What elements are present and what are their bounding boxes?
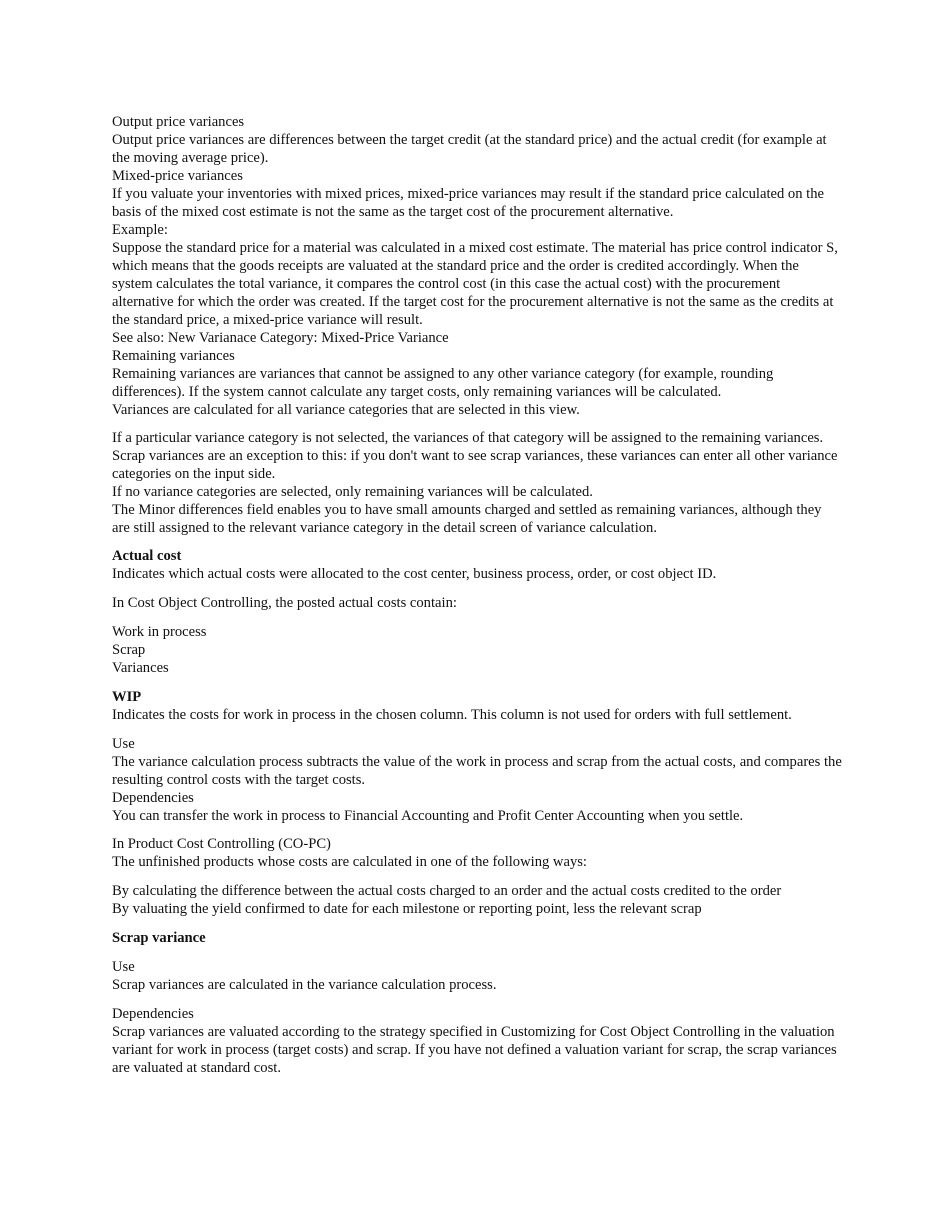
scrap-use-text: Scrap variances are calculated in the variance calculation process.: [112, 977, 497, 993]
list-item: By valuating the yield confirmed to date for each milestone or reporting point, less the relevant scrap: [112, 901, 702, 917]
scrap-dependencies-text: Scrap variances are valuated according to the strategy specified in Customizing for Cost Object Controlling in the valuation variant for work in process (target costs) and scrap. If you have not defined a valuation variant for scrap, the scrap variances are valuated at standard cost.: [112, 1024, 837, 1076]
example-text: Suppose the standard price for a material was calculated in a mixed cost estimate. The material has price control indicator S, which means that the goods receipts are valuated at the standard price and the order is credited accordingly. When the system calculates the total variance, it compares the control cost (in this case the actual cost) with the procurement alternative for which the order was created. If the target cost for the procurement alternative is not the same as the credits at the standard price, a mixed-price variance will result.: [112, 240, 838, 328]
list-item: Variances: [112, 660, 169, 676]
remaining-variances-text: Remaining variances are variances that cannot be assigned to any other variance category (for example, rounding differences). If the system cannot calculate any target costs, only remaining variances will be calculated.: [112, 366, 774, 400]
scrap-use-label: Use: [112, 959, 135, 975]
document-page: [112, 113, 842, 1077]
wip-dependencies-label: Dependencies: [112, 790, 194, 806]
output-price-heading: Output price variances: [112, 114, 245, 130]
scrap-variance-heading: Scrap variance: [112, 930, 206, 946]
variances-calculated-text: Variances are calculated for all variance categories that are selected in this view.: [112, 402, 580, 418]
list-item: Scrap: [112, 642, 146, 658]
wip-text: Indicates the costs for work in process in the chosen column. This column is not used for orders with full settlement.: [112, 707, 792, 723]
copc-text: The unfinished products whose costs are calculated in one of the following ways:: [112, 854, 587, 870]
wip-use-label: Use: [112, 736, 135, 752]
remaining-variances-heading: Remaining variances: [112, 348, 235, 364]
list-item: By calculating the difference between the actual costs charged to an order and the actual costs credited to the order: [112, 883, 782, 899]
wip-use-text: The variance calculation process subtracts the value of the work in process and scrap from the actual costs, and compares the resulting control costs with the target costs.: [112, 754, 842, 788]
output-price-text: Output price variances are differences between the target credit (at the standard price) and the actual credit (for example at the moving average price).: [112, 132, 827, 166]
example-label: Example:: [112, 222, 168, 238]
not-selected-text: If a particular variance category is not selected, the variances of that category will be assigned to the remaining variances. Scrap variances are an exception to this: if you don't want to see scrap variances, these variances can enter all other variance categories on the input side.: [112, 430, 838, 482]
mixed-price-text: If you valuate your inventories with mixed prices, mixed-price variances may result if the standard price calculated on the basis of the mixed cost estimate is not the same as the target cost of the procurement alternative.: [112, 186, 824, 220]
wip-heading: WIP: [112, 689, 142, 705]
actual-cost-text: Indicates which actual costs were allocated to the cost center, business process, order, or cost object ID.: [112, 566, 717, 582]
actual-cost-intro: In Cost Object Controlling, the posted actual costs contain:: [112, 595, 457, 611]
see-also-text: See also: New Varianace Category: Mixed-Price Variance: [112, 330, 449, 346]
minor-differences-text: The Minor differences field enables you to have small amounts charged and settled as remaining variances, although they are still assigned to the relevant variance category in the detail screen of variance calculation.: [112, 502, 822, 536]
no-categories-text: If no variance categories are selected, only remaining variances will be calculated.: [112, 484, 593, 500]
list-item: Work in process: [112, 624, 207, 640]
mixed-price-heading: Mixed-price variances: [112, 168, 243, 184]
scrap-dependencies-label: Dependencies: [112, 1006, 194, 1022]
actual-cost-heading: Actual cost: [112, 548, 182, 564]
copc-label: In Product Cost Controlling (CO-PC): [112, 836, 331, 852]
wip-dependencies-text: You can transfer the work in process to Financial Accounting and Profit Center Accounting when you settle.: [112, 808, 744, 824]
